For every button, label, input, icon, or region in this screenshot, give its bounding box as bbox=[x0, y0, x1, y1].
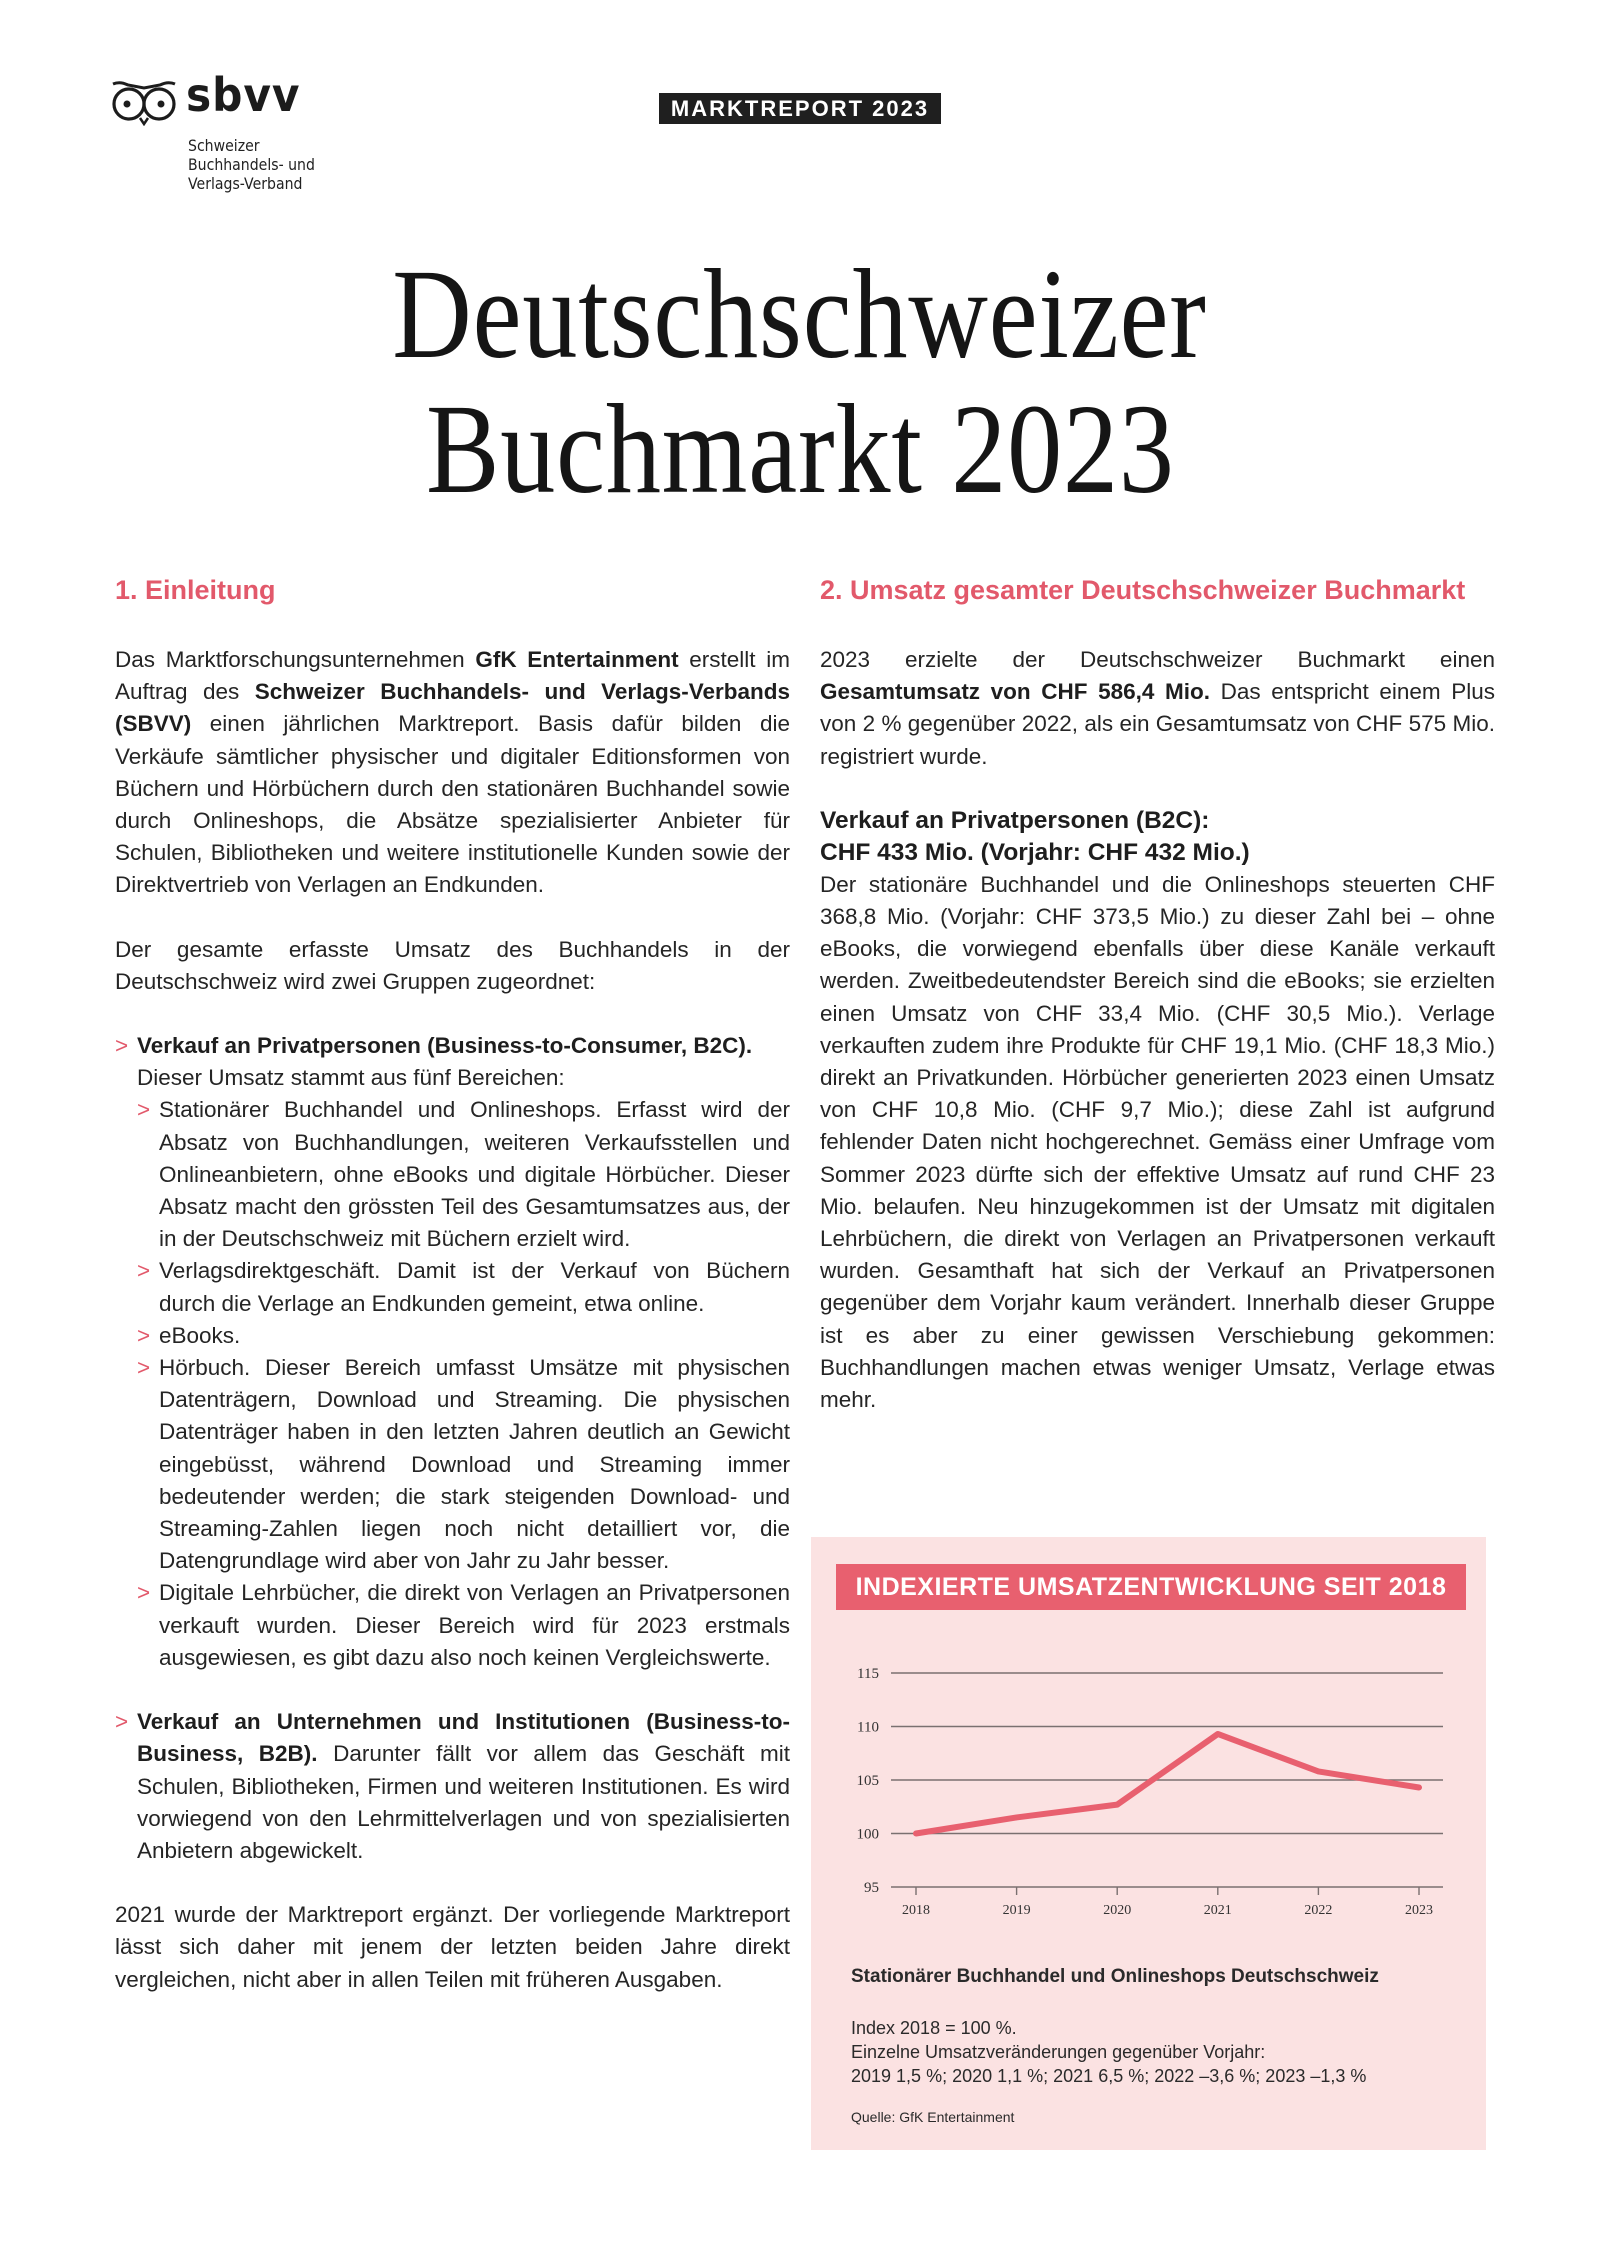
caption-line: 2019 1,5 %; 2020 1,1 %; 2021 6,5 %; 2022 –3,6 %; 2023 –1,3 % bbox=[851, 2066, 1367, 2086]
subheading-line: CHF 433 Mio. (Vorjahr: CHF 432 Mio.) bbox=[820, 838, 1250, 866]
sub-list-item bbox=[137, 1320, 790, 1352]
list-item-b2c bbox=[115, 1030, 790, 1094]
chart-title: INDEXIERTE UMSATZENTWICKLUNG SEIT 2018 bbox=[836, 1564, 1466, 1610]
b2c-paragraph: Der stationäre Buchhandel und die Onlineshops steuerten CHF 368,8 Mio. (Vorjahr: CHF 373,5 Mio.) zu dieser Zahl bei – ohne eBooks, die vorwiegend ebenfalls über diese Kanäle verkauft werden. Zweitbedeutendster Bereich sind die eBooks; sie erzielten einen Umsatz von CHF 33,4 Mio. (CHF 30,5 Mio.). Verlage verkauften zudem ihre Produkte für CHF 19,1 Mio. (CHF 18,3 Mio.) direkt an Privatkunden. Hörbücher generierten 2023 einen Umsatz von CHF 10,8 Mio. (CHF 9,7 Mio.); diese Zahl ist aufgrund fehlender Daten nicht hochgerechnet. Gemäss einer Umfrage vom Sommer 2023 dürfte sich der effektive Umsatz auf rund CHF 23 Mio. belaufen. Neu hinzugekommen ist der Umsatz mit digitalen Lehrbüchern, die direkt von Verlagen an Privatpersonen verkauft wurden. Gesamthaft hat sich der Verkauf an Privatpersonen gegenüber dem Vorjahr kaum verändert. Innerhalb dieser Gruppe ist es aber zu einer gewissen Verschiebung gekommen: Buchhandlungen machen etwas weniger Umsatz, Verlage etwas mehr. bbox=[820, 871, 1495, 1413]
text: Stationärer Buchhandel und Onlineshops. Erfasst wird der Absatz von Buchhandlungen, weiteren Verkaufsstellen und Onlineanbietern, ohne eBooks und digitale Hörbücher. Dieser Absatz macht den grössten Teil des Gesamtumsatzes aus, der in der Deutschschweiz mit Büchern erzielt wird. bbox=[159, 1097, 790, 1252]
logo-subtitle-line: Schweizer bbox=[188, 136, 260, 155]
logo-subtitle-line: Verlags-Verband bbox=[188, 174, 303, 193]
text: Das Marktforschungsunternehmen bbox=[115, 647, 476, 672]
logo-subtitle bbox=[188, 136, 315, 193]
chevron-right-icon: > bbox=[137, 1580, 151, 1606]
section-heading: 1. Einleitung bbox=[115, 575, 276, 605]
sbvv-logo bbox=[110, 68, 350, 194]
chevron-right-icon: > bbox=[137, 1322, 151, 1348]
y-tick-label: 115 bbox=[857, 1666, 879, 1682]
intro-paragraph bbox=[115, 644, 790, 902]
y-tick-label: 100 bbox=[856, 1826, 879, 1843]
page-title-text: Deutschschweizer bbox=[392, 243, 1208, 385]
list-item-b2b bbox=[115, 1706, 790, 1867]
groups-intro-paragraph: Der gesamte erfasste Umsatz des Buchhandels in der Deutschschweiz wird zwei Gruppen zugeordnet: bbox=[115, 936, 790, 994]
chevron-right-icon: > bbox=[137, 1258, 151, 1284]
report-badge: MARKTREPORT 2023 bbox=[659, 93, 941, 124]
section-introduction bbox=[115, 572, 790, 1996]
caption-line: Einzelne Umsatzveränderungen gegenüber Vorjahr: bbox=[851, 2042, 1266, 2062]
caption-line: Index 2018 = 100 %. bbox=[851, 2018, 1017, 2038]
text: Hörbuch. Dieser Bereich umfasst Umsätze mit physischen Datenträgern, Download und Streaming. Die physischen Datenträger haben in den letzten Jahren deutlich an Gewicht eingebüsst, während Download und Streaming immer bedeutender werden; die stark steigenden Download- und Streaming-Zahlen liegen noch nicht detailliert vor, die Datengrundlage wird aber von Jahr zu Jahr besser. bbox=[159, 1355, 790, 1574]
page-title-text: Buchmarkt 2023 bbox=[425, 378, 1175, 520]
page-title-line-1 bbox=[0, 243, 1600, 385]
revenue-paragraph bbox=[820, 644, 1495, 773]
bold-text: Verkauf an Unternehmen und Institutionen (Business-to-Business, B2B). bbox=[137, 1709, 790, 1767]
sub-list-item bbox=[137, 1255, 790, 1319]
text: erstellt im Auftrag des bbox=[115, 647, 791, 705]
logo-wordmark: sbvv bbox=[186, 68, 301, 122]
x-tick-label: 2022 bbox=[1304, 1903, 1333, 1918]
text: einen jährlichen Marktreport. Basis dafür bilden die Verkäufe sämtlicher physischer und digitaler Editionsformen von Büchern und Hörbüchern durch den stationären Buchhandel sowie durch Onlineshops, die Absätze spezialisierter Anbieter für Schulen, Bibliotheken und weitere institutionelle Kunden sowie der Direktvertrieb von Verlagen an Endkunden. bbox=[115, 711, 790, 898]
text: 2023 erzielte der Deutschschweizer Buchmarkt einen bbox=[820, 647, 1495, 672]
subheading-line: Verkauf an Privatpersonen (B2C): bbox=[820, 806, 1210, 834]
y-tick-label: 95 bbox=[864, 1880, 879, 1896]
section-heading: 2. Umsatz gesamter Deutschschweizer Buchmarkt bbox=[820, 575, 1466, 605]
sub-list-item bbox=[137, 1577, 790, 1674]
page-title-line-2 bbox=[0, 378, 1600, 520]
bold-text: GfK Entertainment bbox=[475, 647, 679, 672]
sub-list-item bbox=[137, 1352, 790, 1577]
chevron-right-icon: > bbox=[115, 1033, 129, 1059]
text: Dieser Umsatz stammt aus fünf Bereichen: bbox=[137, 1065, 565, 1091]
text: Das entspricht einem Plus von 2 % gegenüber 2022, als ein Gesamtumsatz von CHF 575 Mio. registriert wurde. bbox=[820, 679, 1495, 769]
bold-text: Gesamtumsatz von CHF 586,4 Mio. bbox=[820, 679, 1210, 705]
chart-caption-title: Stationärer Buchhandel und Onlineshops Deutschschweiz bbox=[851, 1966, 1379, 1987]
x-tick-label: 2020 bbox=[1103, 1903, 1132, 1918]
chart-panel bbox=[811, 1537, 1486, 2150]
chevron-right-icon: > bbox=[115, 1709, 129, 1735]
chevron-right-icon: > bbox=[137, 1097, 151, 1123]
y-tick-label: 110 bbox=[857, 1719, 879, 1736]
y-tick-label: 105 bbox=[856, 1773, 879, 1789]
bold-text: Verkauf an Privatpersonen (Business-to-Consumer, B2C). bbox=[137, 1033, 753, 1059]
series-line bbox=[916, 1734, 1419, 1834]
bold-text: Schweizer Buchhandels- und Verlags-Verbands (SBVV) bbox=[115, 679, 790, 737]
section-total-revenue bbox=[820, 572, 1495, 1416]
closing-paragraph: 2021 wurde der Marktreport ergänzt. Der vorliegende Marktreport lässt sich daher mit jenem der letzten beiden Jahre direkt vergleichen, nicht aber in allen Teilen mit früheren Ausgaben. bbox=[115, 1902, 790, 1992]
text: Digitale Lehrbücher, die direkt von Verlagen an Privatpersonen verkauft wurden. Dieser Bereich wird für 2023 erstmals ausgewiesen, es gibt dazu also noch keinen Vergleichswerte. bbox=[159, 1580, 790, 1670]
text: Verlagsdirektgeschäft. Damit ist der Verkauf von Büchern durch die Verlage an Endkunden gemeint, etwa online. bbox=[159, 1258, 790, 1316]
chart-source: Quelle: GfK Entertainment bbox=[851, 2109, 1015, 2125]
x-tick-label: 2019 bbox=[1002, 1903, 1031, 1918]
x-tick-label: 2018 bbox=[902, 1903, 930, 1918]
logo-subtitle-line: Buchhandels- und bbox=[188, 155, 315, 174]
x-tick-label: 2021 bbox=[1203, 1903, 1232, 1918]
owl-icon bbox=[110, 80, 178, 126]
text: Darunter fällt vor allem das Geschäft mit Schulen, Bibliotheken, Firmen und weiteren Institutionen. Es wird vorwiegend von den Lehrmittelverlagen und von spezialisierten Anbietern abgewickelt. bbox=[137, 1741, 790, 1863]
x-tick-label: 2023 bbox=[1405, 1903, 1433, 1918]
chevron-right-icon: > bbox=[137, 1355, 151, 1381]
subheading bbox=[820, 805, 1495, 869]
chart-caption bbox=[851, 2016, 1366, 2088]
sub-list-item bbox=[137, 1094, 790, 1255]
text: eBooks. bbox=[159, 1322, 241, 1348]
